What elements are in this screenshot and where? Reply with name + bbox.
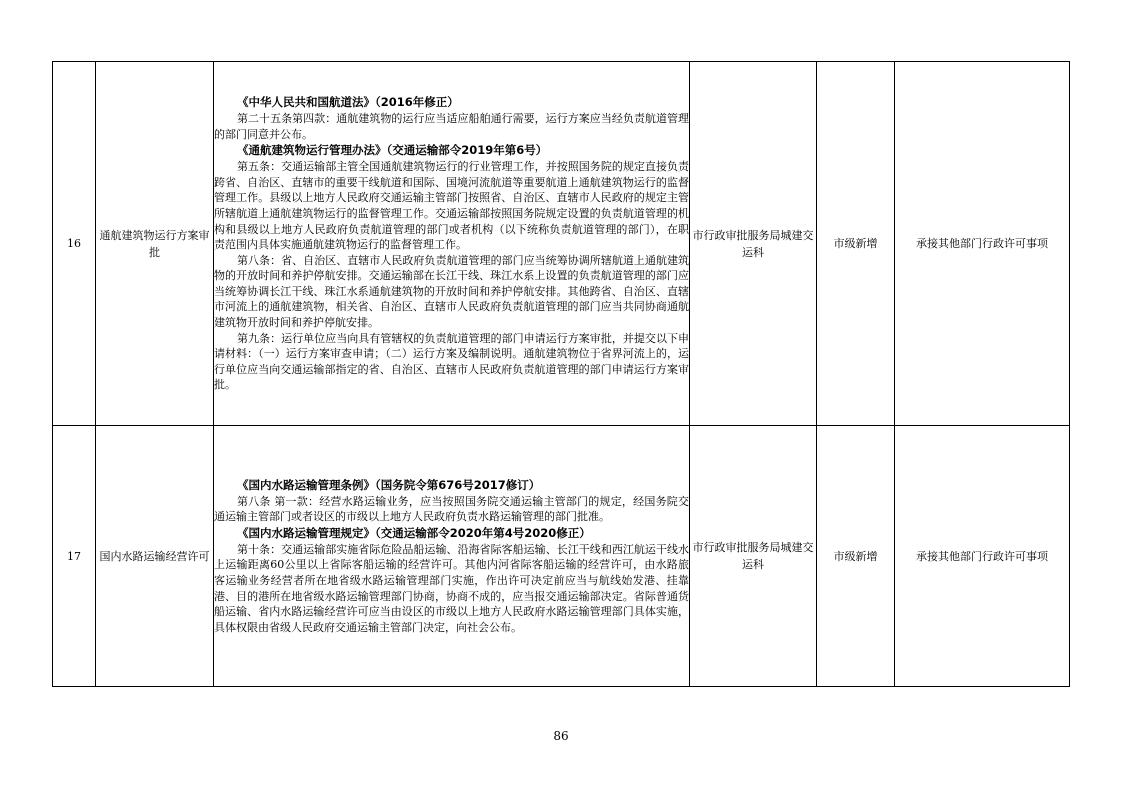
law-clause: 第九条：运行单位应当向具有管辖权的负责航道管理的部门申请运行方案审批，并提交以下申请材料：（一）运行方案审查申请；（二）运行方案及编制说明。通航建筑物位于省界河流上的，运行单位应当向交通运输部指定的省、自治区、直辖市人民政府负责航道管理的部门申请运行方案审批。 xyxy=(214,331,689,392)
law-title: 《通航建筑物运行管理办法》（交通运输部令2019年第6号） xyxy=(237,143,548,158)
authority-level: 市级新增 xyxy=(817,426,895,687)
item-name: 国内水路运输经营许可 xyxy=(96,426,214,687)
responsible-department: 市行政审批服务局城建交运科 xyxy=(690,62,817,426)
law-title: 《国内水路运输管理条例》（国务院令第676号2017修订） xyxy=(237,477,541,492)
law-title: 《中华人民共和国航道法》（2016年修正） xyxy=(237,94,459,109)
licensing-items-table xyxy=(52,61,1070,687)
law-title: 《国内水路运输管理规定》（交通运输部令2020年第4号2020修正） xyxy=(237,525,591,540)
law-clause: 第八条：省、自治区、直辖市人民政府负责航道管理的部门应当统筹协调所辖航道上通航建筑物的开放时间和养护停航安排。交通运输部在长江干线、珠江水系上设置的负责航道管理的部门应当统筹协调长江干线、珠江水系通航建筑物的开放时间和养护停航安排。其他跨省、自治区、直辖市河流上的通航建筑物，相关省、自治区、直辖市人民政府负责航道管理的部门应当共同协商通航建筑物开放时间和养护停航安排。 xyxy=(214,253,689,330)
remark: 承接其他部门行政许可事项 xyxy=(895,426,1070,687)
law-clause: 第十条：交通运输部实施省际危险品船运输、沿海省际客船运输、长江干线和西江航运干线水上运输距离60公里以上省际客船运输的经营许可。其他内河省际客船运输的经营许可，由水路旅客运输业务经营者所在地省级水路运输管理部门实施，作出许可决定前应当与航线始发港、挂靠港、目的港所在地省级水路运输管理部门协商，协商不成的，应当报交通运输部决定。省际普通货船运输、省内水路运输经营许可应当由设区的市级以上地方人民政府水路运输管理部门具体实施，具体权限由省级人民政府交通运输主管部门决定，向社会公布。 xyxy=(214,542,689,634)
page-number: 86 xyxy=(553,729,569,743)
remark: 承接其他部门行政许可事项 xyxy=(895,62,1070,426)
responsible-department: 市行政审批服务局城建交运科 xyxy=(690,426,817,687)
row-number: 16 xyxy=(53,62,96,426)
law-clause: 第五条：交通运输部主管全国通航建筑物运行的行业管理工作，并按照国务院的规定直接负责跨省、自治区、直辖市的重要干线航道和国际、国境河流航道等重要航道上通航建筑物运行的监督管理工作。县级以上地方人民政府交通运输主管部门按照省、自治区、直辖市人民政府的规定主管所辖航道上通航建筑物运行的监督管理工作。交通运输部按照国务院规定设置的负责航道管理的机构和县级以上地方人民政府负责航道管理的部门或者机构（以下统称负责航道管理的部门），在职责范围内具体实施通航建筑物运行的监督管理工作。 xyxy=(214,160,689,252)
item-name: 通航建筑物运行方案审批 xyxy=(96,62,214,426)
row-number: 17 xyxy=(53,426,96,687)
table-row xyxy=(53,62,1070,426)
legal-basis xyxy=(214,62,690,426)
legal-basis xyxy=(214,426,690,687)
authority-level: 市级新增 xyxy=(817,62,895,426)
table-row xyxy=(53,426,1070,687)
law-clause: 第二十五条第四款：通航建筑物的运行应当适应船舶通行需要，运行方案应当经负责航道管理的部门同意并公布。 xyxy=(214,111,689,141)
law-clause: 第八条 第一款：经营水路运输业务，应当按照国务院交通运输主管部门的规定，经国务院交通运输主管部门或者设区的市级以上地方人民政府负责水路运输管理的部门批准。 xyxy=(214,494,689,524)
